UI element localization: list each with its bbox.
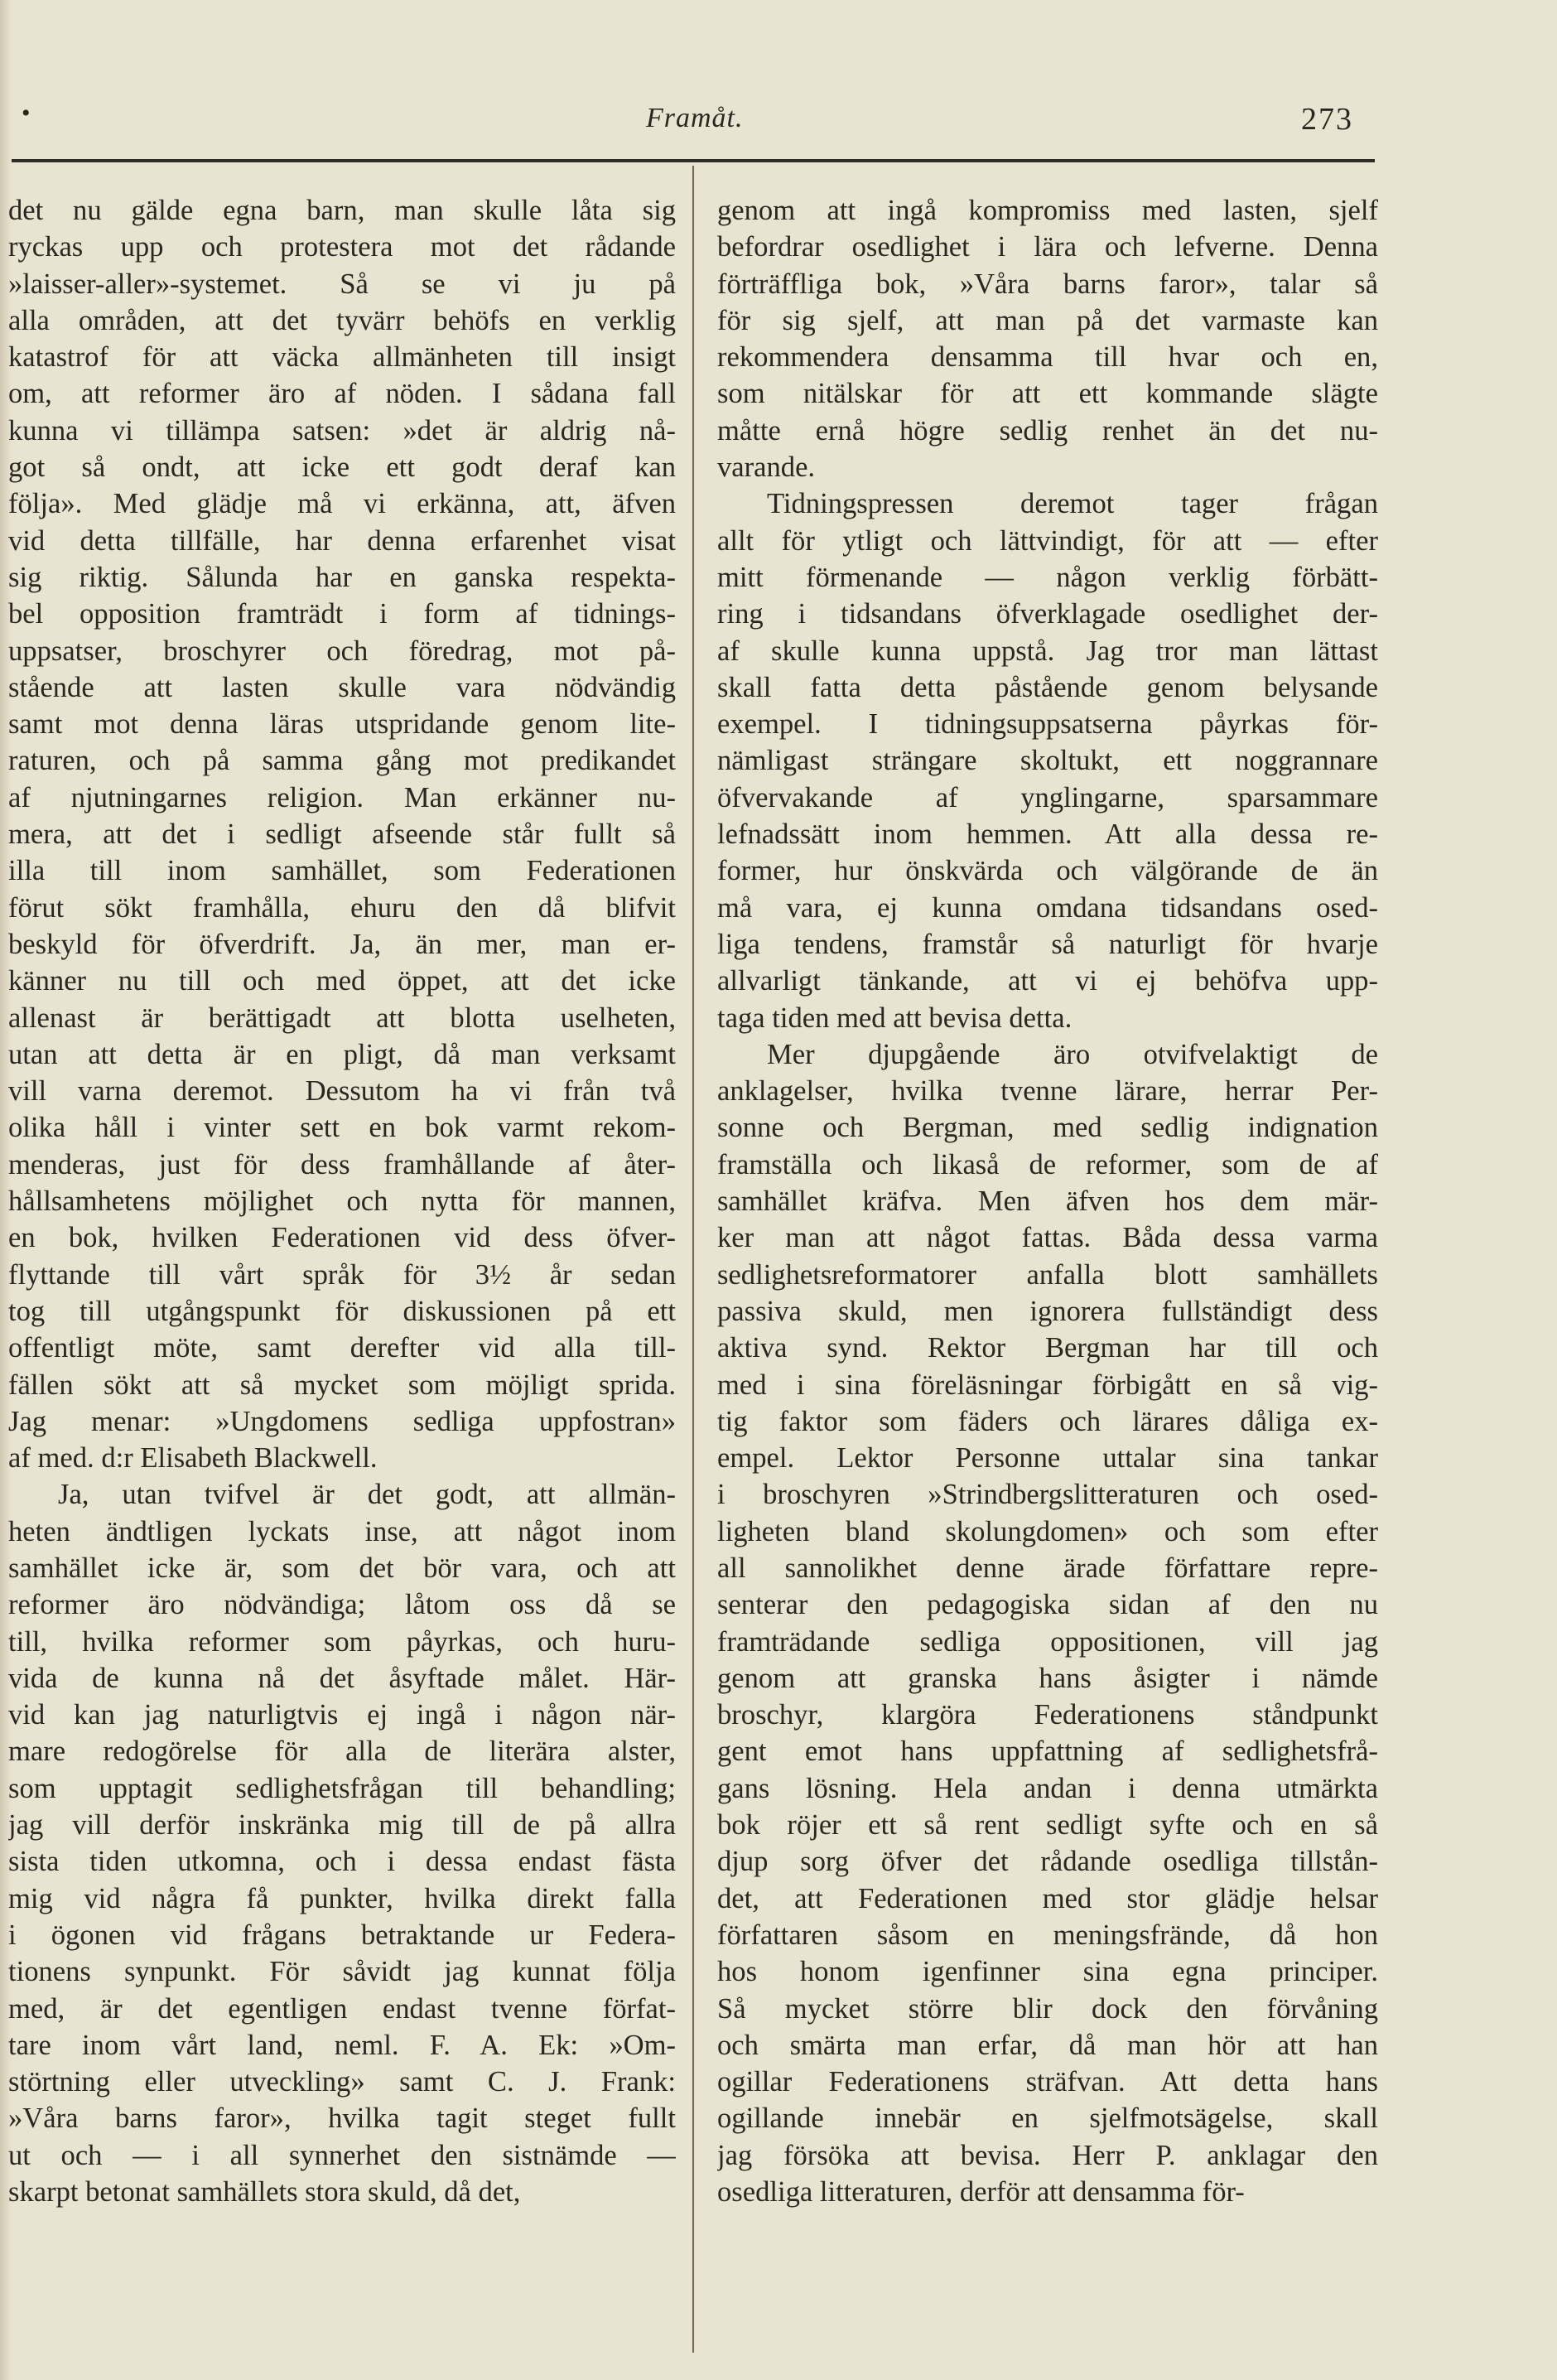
text-line: bok röjer ett så rent sedligt syfte och en så <box>717 1809 1378 1842</box>
text-line: tionens synpunkt. För såvidt jag kunnat följa <box>8 1956 676 1988</box>
running-title: Framåt. <box>646 103 744 133</box>
text-line: alla områden, att det tyvärr behöfs en verklig <box>8 304 676 336</box>
text-line: senterar den pedagogiska sidan af den nu <box>717 1589 1378 1621</box>
text-line: heten ändtligen lyckats inse, att något inom <box>8 1515 676 1547</box>
text-line: om, att reformer äro af nöden. I sådana fall <box>8 378 676 410</box>
text-line: genom att granska hans åsigter i nämde <box>717 1662 1378 1694</box>
text-line: skall fatta detta påstående genom belysande <box>717 671 1378 703</box>
text-line: flyttande till vårt språk för 3½ år sedan <box>8 1258 676 1291</box>
text-line: i broschyren »Strindbergslitteraturen och osed- <box>717 1479 1378 1511</box>
text-line: djup sorg öfver det rådande osedliga tillstån- <box>717 1846 1378 1878</box>
text-line: »Våra barns faror», hvilka tagit steget fullt <box>8 2102 676 2135</box>
text-line: Jag menar: »Ungdomens sedliga uppfostran» <box>8 1405 676 1437</box>
text-line: liga tendens, framstår så naturligt för hvarje <box>717 928 1378 960</box>
text-line: det, att Federationen med stor glädje helsar <box>717 1882 1378 1914</box>
text-line: vida de kunna nå det åsyftade målet. Här- <box>8 1662 676 1694</box>
text-line: passiva skuld, men ignorera fullständigt dess <box>717 1295 1378 1327</box>
text-line: förut sökt framhålla, ehuru den då blifvit <box>8 891 676 924</box>
text-line: mare redogörelse för alla de literära alster, <box>8 1736 676 1768</box>
text-line: broschyr, klargöra Federationens ståndpunkt <box>717 1699 1378 1731</box>
text-line: exempel. I tidningsuppsatserna påyrkas för- <box>717 708 1378 741</box>
text-line: gent emot hans uppfattning af sedlighetsfrå- <box>717 1736 1378 1768</box>
text-line: tig faktor som fäders och lärares dåliga ex- <box>717 1405 1378 1437</box>
text-line: det nu gälde egna barn, man skulle låta sig <box>8 195 676 226</box>
text-line: af njutningarnes religion. Man erkänner nu- <box>8 781 676 813</box>
text-line: Så mycket större blir dock den förvåning <box>717 1992 1378 2025</box>
text-line: utan att detta är en pligt, då man verksamt <box>8 1038 676 1070</box>
right-column <box>717 192 1378 2210</box>
text-line: samt mot denna läras utspridande genom lite- <box>8 708 676 741</box>
text-line: öfvervakande af ynglingarne, sparsammare <box>717 781 1378 813</box>
text-line: följa». Med glädje må vi erkänna, att, äfven <box>8 488 676 520</box>
text-line: ligheten bland skolungdomen» och som efter <box>717 1515 1378 1547</box>
text-line: got så ondt, att icke ett godt deraf kan <box>8 451 676 484</box>
text-line: ryckas upp och protestera mot det rådande <box>8 231 676 263</box>
text-line: menderas, just för dess framhållande af åter- <box>8 1148 676 1180</box>
text-line: illa till inom samhället, som Federationen <box>8 855 676 887</box>
text-line: ogillar Federationens sträfvan. Att detta hans <box>717 2066 1378 2098</box>
header-bullet: • <box>22 99 31 127</box>
text-line: bel opposition framträdt i form af tidnings- <box>8 598 676 630</box>
text-line: för sig sjelf, att man på det varmaste kan <box>717 304 1378 336</box>
text-line: taga tiden med att bevisa detta. <box>717 1002 1073 1034</box>
text-line: raturen, och på samma gång mot predikandet <box>8 745 676 777</box>
text-line: mig vid några få punkter, hvilka direkt falla <box>8 1882 676 1914</box>
text-line: en bok, hvilken Federationen vid dess öfver- <box>8 1222 676 1254</box>
text-line: aktiva synd. Rektor Bergman har till och <box>717 1332 1378 1364</box>
text-line: må vara, ej kunna omdana tidsandans osed- <box>717 891 1378 924</box>
text-line: jag vill derför inskränka mig till de på allra <box>8 1809 676 1842</box>
text-line: olika håll i vinter sett en bok varmt rekom- <box>8 1112 676 1144</box>
text-line: all sannolikhet denne ärade författare repre- <box>717 1552 1378 1584</box>
text-line: skarpt betonat samhällets stora skuld, då det, <box>8 2176 521 2209</box>
text-line: i ögonen vid frågans betraktande ur Federa- <box>8 1919 676 1951</box>
text-line: rekommendera densamma till hvar och en, <box>717 341 1378 374</box>
text-line: kunna vi tillämpa satsen: »det är aldrig nå- <box>8 414 676 447</box>
text-line: genom att ingå kompromiss med lasten, sjelf <box>717 195 1378 226</box>
text-line: ker man att något fattas. Båda dessa varma <box>717 1222 1378 1254</box>
text-line: befordrar osedlighet i lära och lefverne. Denna <box>717 231 1378 263</box>
page-number: 273 <box>1301 102 1353 137</box>
text-line: ut och — i all synnerhet den sistnämde — <box>8 2139 676 2171</box>
text-line: samhället icke är, som det bör vara, och att <box>8 1552 676 1584</box>
text-line: författaren såsom en meningsfrände, då hon <box>717 1919 1378 1951</box>
text-line: vill varna deremot. Dessutom ha vi från två <box>8 1075 676 1108</box>
text-line: ogillande innebär en sjelfmotsägelse, skall <box>717 2102 1378 2135</box>
header-rule <box>12 159 1375 162</box>
text-line: och smärta man erfar, då man hör att han <box>717 2029 1378 2061</box>
text-line: vid detta tillfälle, har denna erfarenhet visat <box>8 524 676 557</box>
text-line: ring i tidsandans öfverklagade osedlighet der- <box>717 598 1378 630</box>
text-line: till, hvilka reformer som påyrkas, och huru- <box>8 1625 676 1658</box>
left-column <box>8 192 676 2210</box>
column-divider <box>692 166 694 2353</box>
text-line: jag försöka att bevisa. Herr P. anklagar den <box>717 2139 1378 2171</box>
text-line: som nitälskar för att ett kommande slägte <box>717 378 1378 410</box>
text-line: af med. d:r Elisabeth Blackwell. <box>8 1442 378 1475</box>
page-header <box>0 98 1557 147</box>
text-line: hos honom igenfinner sina egna principer. <box>717 1956 1378 1988</box>
text-line: stående att lasten skulle vara nödvändig <box>8 671 676 703</box>
text-line: osedliga litteraturen, derför att densamma för- <box>717 2176 1245 2209</box>
text-line: Ja, utan tvifvel är det godt, att allmän- <box>58 1479 676 1511</box>
text-line: med, är det egentligen endast tvenne förfat- <box>8 1992 676 2025</box>
text-line: förträffliga bok, »Våra barns faror», talar så <box>717 268 1378 300</box>
text-line: uppsatser, broschyrer och föredrag, mot på- <box>8 635 676 667</box>
text-line: »laisser-aller»-systemet. Så se vi ju på <box>8 268 676 300</box>
text-line: allt för ytligt och lättvindigt, för att — efter <box>717 524 1378 557</box>
text-line: katastrof för att väcka allmänheten till insigt <box>8 341 676 374</box>
text-line: gans lösning. Hela andan i denna utmärkta <box>717 1772 1378 1804</box>
text-line: allenast är berättigadt att blotta uselheten, <box>8 1002 676 1034</box>
text-line: beskyld för öfverdrift. Ja, än mer, man er- <box>8 928 676 960</box>
text-line: tare inom vårt land, neml. F. A. Ek: »Om- <box>8 2029 676 2061</box>
text-line: Mer djupgående äro otvifvelaktigt de <box>767 1038 1378 1070</box>
text-line: med i sina föreläsningar förbigått en så vig- <box>717 1369 1378 1401</box>
text-line: mera, att det i sedligt afseende står fullt så <box>8 818 676 851</box>
text-line: mitt förmenande — någon verklig förbätt- <box>717 561 1378 593</box>
text-line: empel. Lektor Personne uttalar sina tankar <box>717 1442 1378 1475</box>
text-line: känner nu till och med öppet, att det icke <box>8 965 676 997</box>
text-line: framställa och likaså de reformer, som de af <box>717 1148 1378 1180</box>
text-line: hållsamhetens möjlighet och nytta för mannen, <box>8 1185 676 1218</box>
text-line: anklagelser, hvilka tvenne lärare, herrar Per- <box>717 1075 1378 1108</box>
text-line: sig riktig. Sålunda har en ganska respekta- <box>8 561 676 593</box>
text-line: måtte ernå högre sedlig renhet än det nu- <box>717 414 1378 447</box>
text-line: samhället kräfva. Men äfven hos dem mär- <box>717 1185 1378 1218</box>
text-line: nämligast strängare skoltukt, ett noggrannare <box>717 745 1378 777</box>
text-line: former, hur önskvärda och välgörande de än <box>717 855 1378 887</box>
text-line: som upptagit sedlighetsfrågan till behandling; <box>8 1772 676 1804</box>
text-line: sista tiden utkomna, och i dessa endast fästa <box>8 1846 676 1878</box>
text-line: varande. <box>717 451 816 484</box>
text-line: allvarligt tänkande, att vi ej behöfva upp- <box>717 965 1378 997</box>
text-line: Tidningspressen deremot tager frågan <box>767 488 1378 520</box>
text-line: lefnadssätt inom hemmen. Att alla dessa re- <box>717 818 1378 851</box>
text-line: sonne och Bergman, med sedlig indignation <box>717 1112 1378 1144</box>
text-line: framträdande sedliga oppositionen, vill jag <box>717 1625 1378 1658</box>
text-line: offentligt möte, samt derefter vid alla till- <box>8 1332 676 1364</box>
text-line: fällen sökt att så mycket som möjligt sprida. <box>8 1369 676 1401</box>
text-line: vid kan jag naturligtvis ej ingå i någon när- <box>8 1699 676 1731</box>
text-line: sedlighetsreformatorer anfalla blott samhällets <box>717 1258 1378 1291</box>
text-line: reformer äro nödvändiga; låtom oss då se <box>8 1589 676 1621</box>
text-line: störtning eller utveckling» samt C. J. Frank: <box>8 2066 676 2098</box>
text-line: af skulle kunna uppstå. Jag tror man lättast <box>717 635 1378 667</box>
text-line: tog till utgångspunkt för diskussionen på ett <box>8 1295 676 1327</box>
